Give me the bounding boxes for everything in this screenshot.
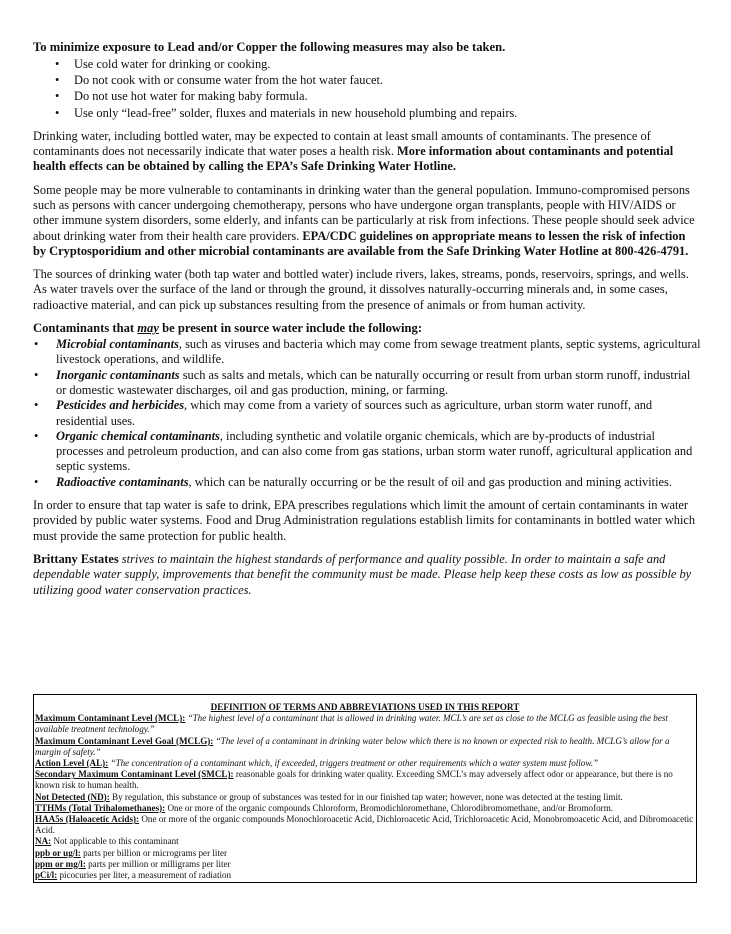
definition-text: “The level of a contaminant in drinking water below which there is no known or expected risk to health. MCLG’s allow for a margin of safety.” <box>35 735 670 757</box>
definition-row <box>34 758 696 769</box>
definition-text: One or more of the organic compounds Chloroform, Bromodichloromethane, Chlorodibromomethane, and/or Bromoform. <box>165 802 614 813</box>
list-item-term: Microbial contaminants <box>56 337 179 352</box>
definition-term: Maximum Contaminant Level (MCL): <box>35 713 186 724</box>
list-item-term: Organic chemical contaminants <box>56 428 220 443</box>
definition-row <box>34 848 696 859</box>
list-item-text: , including synthetic and volatile organic chemicals, which are by-products of industrial processes and petroleum production, and can also come from gas stations, urban storm water runoff, agricultural application and septic systems. <box>56 428 693 474</box>
list-item: • Use only “lead-free” solder, fluxes and materials in new household plumbing and repairs. <box>33 105 701 121</box>
list-item <box>33 429 701 475</box>
estates-paragraph <box>33 552 701 598</box>
heading-emphasis: may <box>137 321 159 336</box>
definition-text: “The highest level of a contaminant that is allowed in drinking water. MCL’s are set as close to the MCLG as feasible using the best available treatment technology.” <box>35 713 668 735</box>
list-item: • Use cold water for drinking or cooking. <box>33 56 701 72</box>
paragraph-text: Drinking water, including bottled water, may be expected to contain at least small amounts of contaminants. The presence of contaminants does not necessarily indicate that water poses a health risk. <box>33 128 651 159</box>
list-item <box>33 368 701 399</box>
definition-term: Not Detected (ND): <box>35 791 110 802</box>
definition-row <box>34 803 696 814</box>
definition-row <box>34 859 696 870</box>
contaminants-list <box>33 337 701 490</box>
list-item-text: such as salts and metals, which can be naturally occurring or result from urban storm runoff, industrial or domestic wastewater discharges, oil and gas production, mining, or farming. <box>56 367 691 397</box>
lead-copper-measures-list <box>33 56 701 121</box>
list-item <box>33 398 701 429</box>
contaminants-heading <box>33 321 701 336</box>
list-item-term: Inorganic contaminants <box>56 367 180 382</box>
definition-term: Secondary Maximum Contaminant Level (SMCL): <box>35 769 234 780</box>
heading-text: Contaminants that <box>33 321 138 336</box>
definition-row <box>34 713 696 735</box>
definition-row <box>34 814 696 836</box>
definition-text: One or more of the organic compounds Monochloroacetic Acid, Dichloroacetic Acid, Trichloroacetic Acid, Monobromoacetic Acid, and Dibromoacetic Acid. <box>35 814 694 836</box>
lead-copper-heading: To minimize exposure to Lead and/or Copper the following measures may also be taken. <box>33 40 506 54</box>
hotline-note: More information about contaminants and potential health effects can be obtained by calling the EPA’s Safe Drinking Water Hotline. <box>33 144 674 174</box>
report-page <box>33 40 701 598</box>
definition-term: Action Level (AL): <box>35 758 109 769</box>
epa-cdc-guidelines-note: EPA/CDC guidelines on appropriate means to lessen the risk of infection by Cryptosporidium and other microbial contaminants are available from the Safe Drinking Water Hotline at 800-426-4791. <box>33 228 689 258</box>
list-item <box>33 475 701 490</box>
definition-row <box>34 792 696 803</box>
definition-text: “The concentration of a contaminant which, if exceeded, triggers treatment or other requirements which a water system must follow.” <box>108 758 599 769</box>
definition-term: NA: <box>35 836 52 847</box>
definition-row <box>34 736 696 758</box>
vulnerable-paragraph <box>33 183 701 259</box>
list-item-text: , such as viruses and bacteria which may come from sewage treatment plants, septic systems, agricultural livestock operations, and wildlife. <box>56 337 701 367</box>
heading-text: be present in source water include the following: <box>158 321 423 336</box>
paragraph-text: strives to maintain the highest standards of performance and quality possible. In order to maintain a safe and dependable water supply, improvements that benefit the community must be made. Please help keep these costs as low as possible by utilizing good water conservation practices. <box>33 551 692 597</box>
epa-regulations-paragraph: In order to ensure that tap water is safe to drink, EPA prescribes regulations which limit the amount of certain contaminants in water provided by public water systems. Food and Drug Administration regulations establish limits for contaminants in bottled water which must provide the same protection for public health. <box>33 498 696 543</box>
definition-row <box>34 769 696 791</box>
definitions-box <box>33 694 697 883</box>
definition-text: parts per billion or micrograms per liter <box>80 847 228 858</box>
definition-row <box>34 870 696 881</box>
paragraph-text: Some people may be more vulnerable to contaminants in drinking water than the general population. Immuno-compromised persons such as persons with cancer undergoing chemotherapy, persons who have undergone organ transplants, people with HIV/AIDS or other immune system disorders, some elderly, and infants can be particularly at risk from infections. These people should seek advice about drinking water from their health care providers. <box>33 182 695 243</box>
system-name: Brittany Estates <box>33 551 119 566</box>
definition-term: ppm or mg/l: <box>35 858 86 869</box>
definition-text: parts per million or milligrams per liter <box>85 858 231 869</box>
definition-term: Maximum Contaminant Level Goal (MCLG): <box>35 735 214 746</box>
definition-term: ppb or ug/l: <box>35 847 81 858</box>
definition-term: TTHMs (Total Trihalomethanes): <box>35 802 166 813</box>
list-item: • Do not cook with or consume water from the hot water faucet. <box>33 72 701 88</box>
list-item-term: Radioactive contaminants <box>56 474 189 489</box>
list-item-text: , which may come from a variety of sources such as agriculture, urban storm water runoff, and residential uses. <box>56 398 653 428</box>
sources-paragraph: The sources of drinking water (both tap water and bottled water) include rivers, lakes, streams, ponds, reservoirs, springs, and wells. As water travels over the surface of the land or through the ground, it dissolves naturally-occurring minerals and, in some cases, radioactive material, and can pick up substances resulting from the presence of animals or from human activity. <box>33 267 689 312</box>
list-item: • Do not use hot water for making baby formula. <box>33 88 701 104</box>
list-item-term: Pesticides and herbicides <box>56 398 185 413</box>
definition-text: reasonable goals for drinking water quality. Exceeding SMCL’s may adversely affect odor or appearance, but there is no known risk to human health. <box>35 769 673 791</box>
definition-term: pCi/l: <box>35 870 58 881</box>
list-item-text: , which can be naturally occurring or be the result of oil and gas production and mining activities. <box>188 474 672 489</box>
definition-term: HAA5s (Haloacetic Acids): <box>35 814 140 825</box>
definition-text: Not applicable to this contaminant <box>51 836 179 847</box>
definition-text: picocuries per liter, a measurement of radiation <box>57 870 232 881</box>
list-item <box>33 337 701 368</box>
definitions-title: DEFINITION OF TERMS AND ABBREVIATIONS USED IN THIS REPORT <box>210 702 520 712</box>
definition-text: By regulation, this substance or group of substances was tested for in our finished tap water; however, none was detected at the testing limit. <box>109 791 623 802</box>
contaminants-paragraph <box>33 129 701 175</box>
definition-row <box>34 836 696 847</box>
